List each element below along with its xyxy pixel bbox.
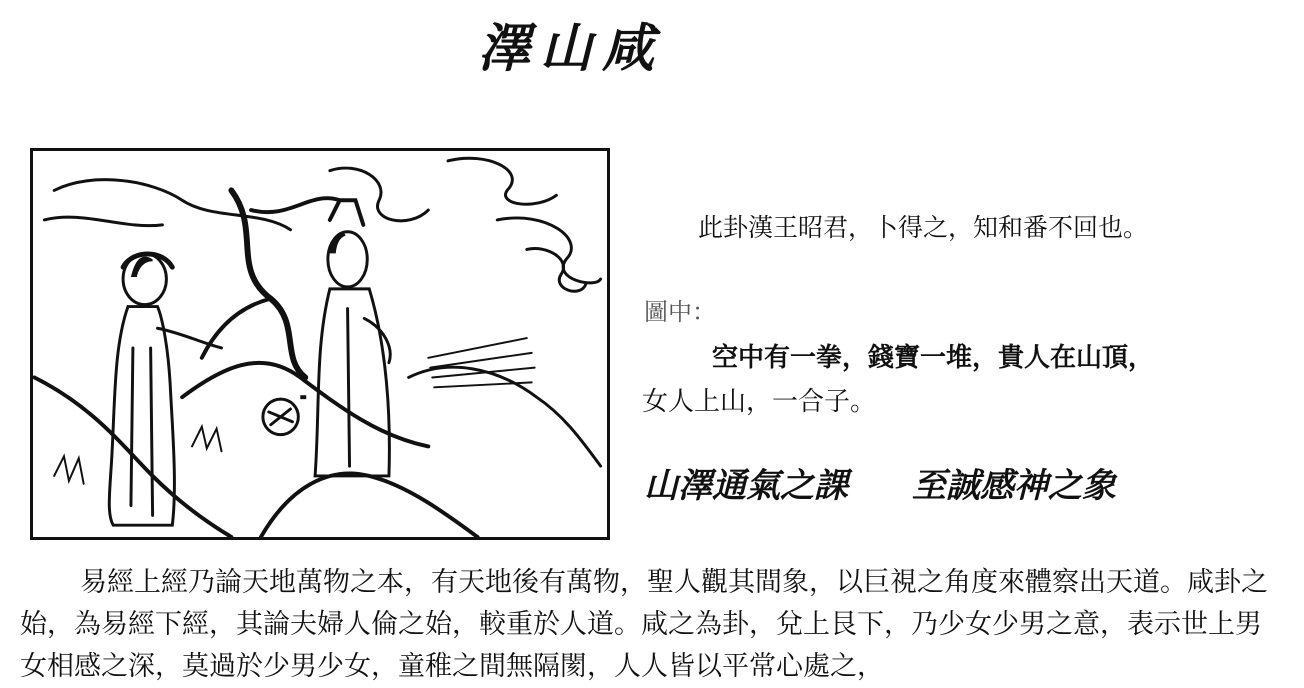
poem-line-2: 女人上山，一合子。	[642, 387, 877, 417]
intro-line: 此卦漢王昭君，卜得之，知和番不回也。	[698, 213, 1149, 242]
key-phrases	[644, 458, 1116, 507]
key-phrase-right: 至誠感神之象	[911, 466, 1116, 506]
section-label: 圖中：	[644, 298, 716, 326]
commentary-paragraph: 易經上經乃論天地萬物之本，有天地後有萬物，聖人觀其間象，以巨視之角度來體察出天道。咸卦之始，為易經下經，其論夫婦人倫之始，較重於人道。咸之為卦，兌上艮下，乃少女少男之意，表示世上男女相感之深，莫過於少男少女，童稚之間無隔閡，人人皆以平常心處之，	[20, 567, 1268, 682]
key-phrase-left: 山澤通氣之課	[644, 466, 848, 506]
commentary	[20, 562, 1270, 688]
poem	[642, 336, 1272, 424]
page-title: 澤山咸	[478, 18, 665, 79]
woodcut-illustration	[30, 148, 610, 540]
poem-line-1: 空中有一拳，錢寶一堆，貴人在山頂，	[712, 343, 1155, 373]
woodcut-drawing	[33, 151, 607, 537]
